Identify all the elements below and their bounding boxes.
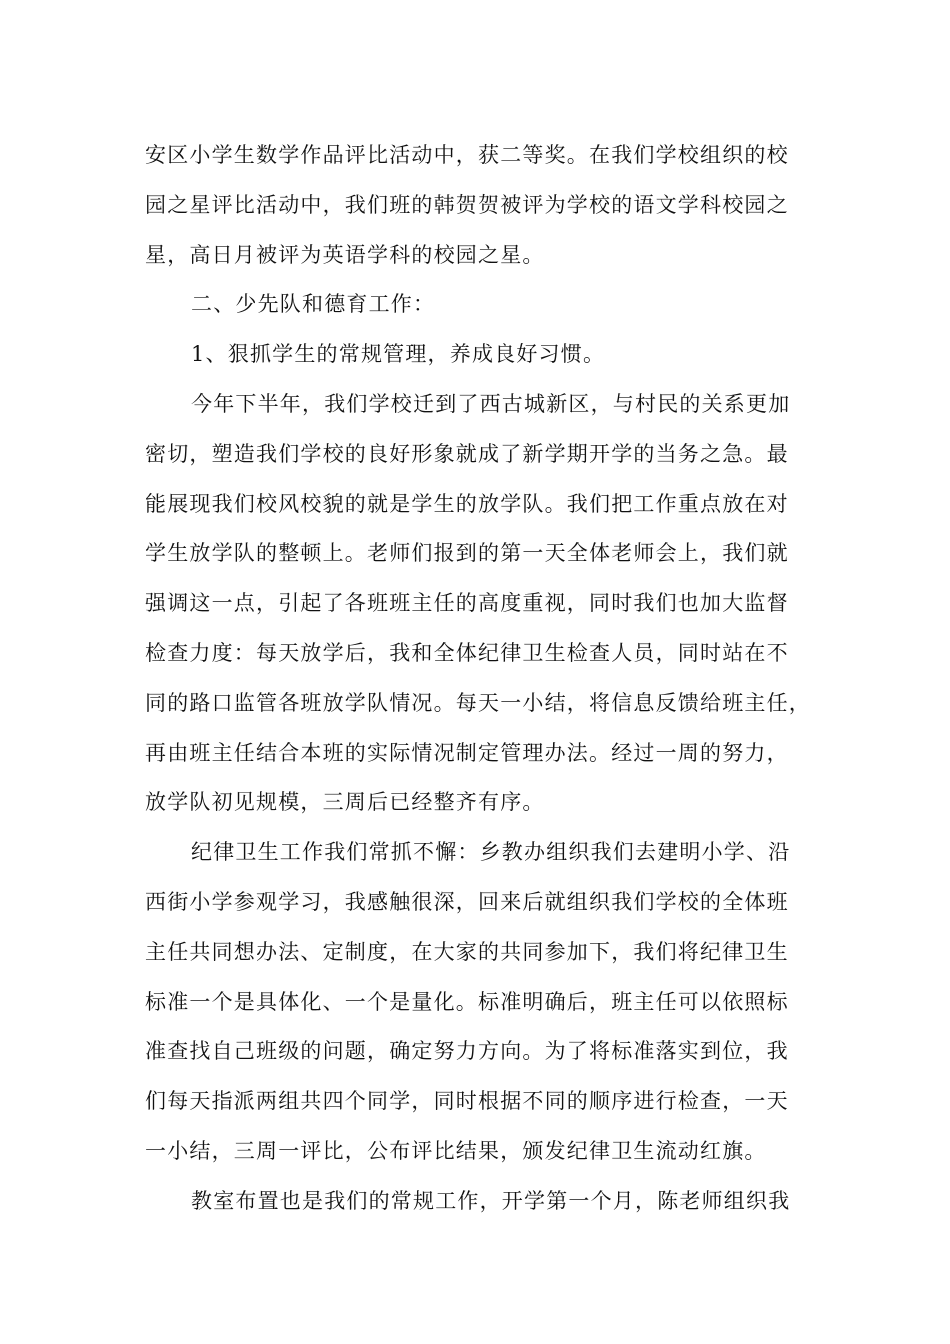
text-line: 学生放学队的整顿上。老师们报到的第一天全体老师会上，我们就: [145, 541, 789, 566]
text-line: 今年下半年，我们学校迁到了西古城新区，与村民的关系更加: [191, 391, 791, 416]
text-line: 们每天指派两组共四个同学，同时根据不同的顺序进行检查，一天: [145, 1089, 789, 1114]
text-line: 西街小学参观学习，我感触很深，回来后就组织我们学校的全体班: [145, 889, 789, 914]
text-line: 能展现我们校风校貌的就是学生的放学队。我们把工作重点放在对: [145, 491, 789, 516]
text-line: 安区小学生数学作品评比活动中，获二等奖。在我们学校组织的校: [145, 143, 789, 167]
section-heading: 二、少先队和德育工作：: [191, 292, 436, 317]
text-line: 再由班主任结合本班的实际情况制定管理办法。经过一周的努力，: [145, 740, 789, 765]
text-line: 教室布置也是我们的常规工作，开学第一个月，陈老师组织我: [191, 1188, 791, 1213]
text-line: 纪律卫生工作我们常抓不懈：乡教办组织我们去建明小学、沿: [191, 840, 791, 865]
text-line: 同的路口监管各班放学队情况。每天一小结，将信息反馈给班主任，: [145, 690, 811, 715]
text-line: 标准一个是具体化、一个是量化。标准明确后，班主任可以依照标: [145, 989, 789, 1014]
subsection-heading: 1、狠抓学生的常规管理，养成良好习惯。: [191, 342, 606, 367]
text-line: 密切，塑造我们学校的良好形象就成了新学期开学的当务之急。最: [145, 441, 789, 466]
text-line: 检查力度：每天放学后，我和全体纪律卫生检查人员，同时站在不: [145, 640, 789, 665]
text-line: 放学队初见规模，三周后已经整齐有序。: [145, 790, 545, 815]
text-line: 强调这一点，引起了各班班主任的高度重视，同时我们也加大监督: [145, 591, 789, 616]
text-line: 主任共同想办法、定制度，在大家的共同参加下，我们将纪律卫生: [145, 939, 789, 964]
text-line: 星，高日月被评为英语学科的校园之星。: [145, 242, 545, 267]
text-line: 园之星评比活动中，我们班的韩贺贺被评为学校的语文学科校园之: [145, 192, 789, 217]
text-line: 一小结，三周一评比，公布评比结果，颁发纪律卫生流动红旗。: [145, 1138, 767, 1163]
text-line: 准查找自己班级的问题，确定努力方向。为了将标准落实到位，我: [145, 1039, 789, 1064]
body-text: [145, 131, 825, 1227]
